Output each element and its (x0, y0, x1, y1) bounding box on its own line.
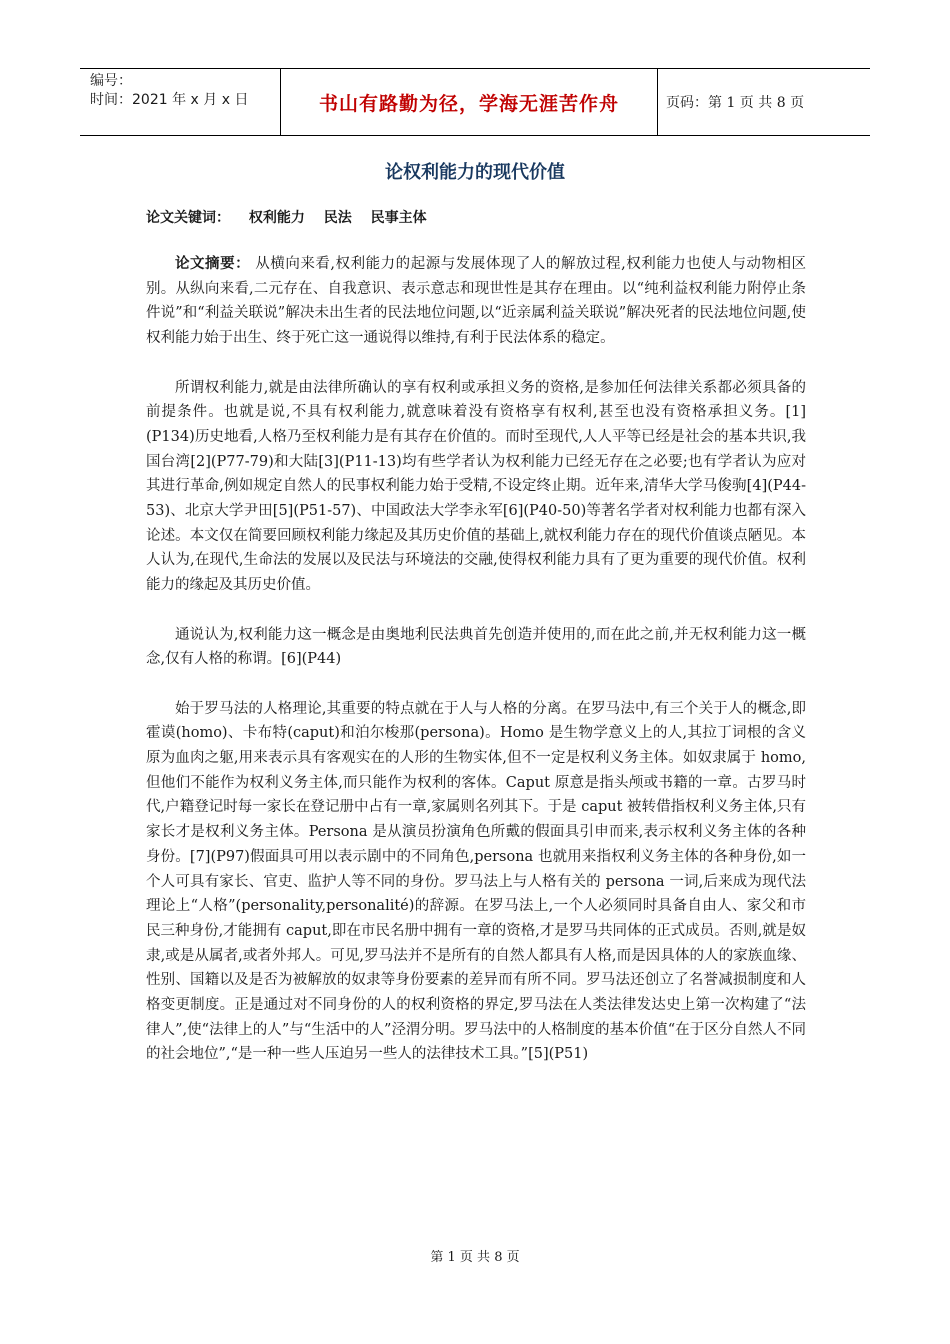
keywords-label: 论文关键词： (146, 210, 230, 226)
document-title: 论权利能力的现代价值 (385, 162, 565, 183)
keyword-item: 民法 (323, 210, 352, 226)
abstract-label: 论文摘要： (175, 255, 251, 272)
header-motto: 书山有路勤为径，学海无涯苦作舟 (318, 92, 619, 115)
header-meta (80, 69, 281, 135)
body-paragraph: 通说认为,权利能力这一概念是由奥地利民法典首先创造并使用的,而在此之前,并无权利能力这一概念,仅有人格的称谓。[6](P44) (146, 626, 806, 668)
header-motto-cell (281, 69, 658, 135)
abstract-paragraph (146, 252, 806, 351)
header-page-number: 页码：第 1 页 共 8 页 (666, 95, 805, 111)
page-footer: 第 1 页 共 8 页 (430, 1250, 520, 1265)
serial-number-label: 编号： (90, 73, 132, 89)
document-body (146, 252, 806, 1092)
keyword-item: 民事主体 (370, 210, 427, 226)
abstract-text: 从横向来看,权利能力的起源与发展体现了人的解放过程,权利能力也使人与动物相区别。从纵向来看,二元存在、自我意识、表示意志和现世性是其存在理由。以“纯利益权利能力附停止条件说”和“利益关联说”解决未出生者的民法地位问题,以“近亲属利益关联说”解决死者的民法地位问题,使权利能力始于出生、终于死亡这一通说得以维持,有利于民法体系的稳定。 (146, 256, 807, 347)
body-paragraph: 始于罗马法的人格理论,其重要的特点就在于人与人格的分离。在罗马法中,有三个关于人的概念,即霍谟(homo)、卡布特(caput)和泊尔梭那(persona)。Homo 是生物学意义上的人,其拉丁词根的含义原为血肉之躯,用来表示具有客观实在的人形的生物实体,但不一定是权利义务主体。如奴隶属于 homo,但他们不能作为权利义务主体,而只能作为权利的客体。Caput 原意是指头颅或书籍的一章。古罗马时代,户籍登记时每一家长在登记册中占有一章,家属则名列其下。于是 caput 被转借指权利义务主体,只有家长才是权利义务主体。Persona 是从演员扮演角色所戴的假面具引申而来,表示权利义务主体的各种身份。[7](P97)假面具可用以表示剧中的不同角色,persona 也就用来指权利义务主体的各种身份,如一个人可具有家长、官吏、监护人等不同的身份。罗马法上与人格有关的 persona 一词,后来成为现代法理论上“人格”(personality,personalité)的辞源。在罗马法上,一个人必须同时具备自由人、家父和市民三种身份,才能拥有 caput,即在市民名册中拥有一章的资格,才是罗马共同体的正式成员。否则,就是奴隶,或是从属者,或者外邦人。可见,罗马法并不是所有的自然人都具有人格,而是因具体的人的家族血缘、性别、国籍以及是否为被解放的奴隶等身份要素的差异而有所不同。罗马法还创立了名誉减损制度和人格变更制度。正是通过对不同身份的人的权利资格的界定,罗马法在人类法律发达史上第一次构建了“法律人”,使“法律上的人”与“生活中的人”泾渭分明。罗马法中的人格制度的基本价值“在于区分自然人不同的社会地位”,“是一种一些人压迫另一些人的法律技术工具。”[5](P51) (146, 700, 806, 1063)
body-paragraph: 所谓权利能力,就是由法律所确认的享有权利或承担义务的资格,是参加任何法律关系都必须具备的前提条件。也就是说,不具有权利能力,就意味着没有资格享有权利,甚至也没有资格承担义务。[1](P134)历史地看,人格乃至权利能力是有其存在价值的。而时至现代,人人平等已经是社会的基本共识,我国台湾[2](P77-79)和大陆[3](P11-13)均有些学者认为权利能力已经无存在之必要;也有学者认为应对其进行革命,例如规定自然人的民事权利能力始于受精,不设定终止期。近年来,清华大学马俊驹[4](P44-53)、北京大学尹田[5](P51-57)、中国政法大学李永军[6](P40-50)等著名学者对权利能力也都有深入论述。本文仅在简要回顾权利能力缘起及其历史价值的基础上,就权利能力存在的现代价值谈点陋见。本人认为,在现代,生命法的发展以及民法与环境法的交融,使得权利能力具有了更为重要的现代价值。权利能力的缘起及其历史价值。 (146, 379, 806, 594)
date-label: 时间：2021 年 x 月 x 日 (90, 92, 249, 108)
keyword-item: 权利能力 (248, 210, 305, 226)
keywords-line (146, 207, 427, 227)
header-page-cell (658, 69, 870, 135)
document-header (80, 68, 870, 136)
